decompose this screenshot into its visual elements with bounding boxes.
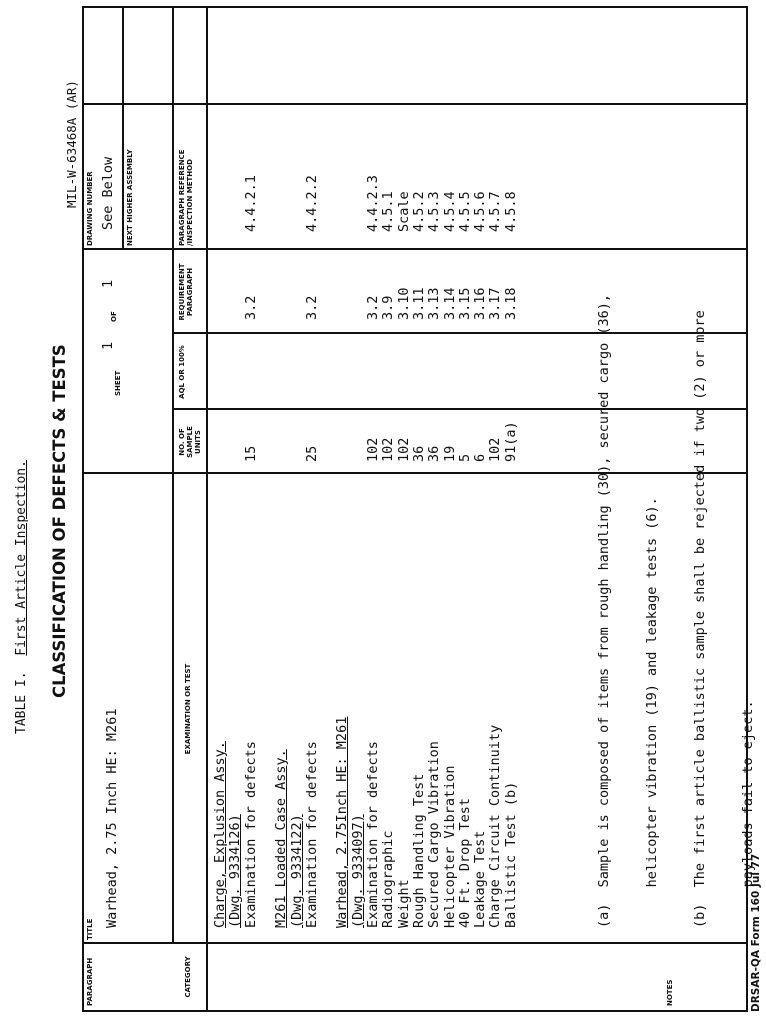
- exam-cell: (Dwg. 9334097): [349, 814, 366, 928]
- table-row: [273, 8, 288, 1010]
- exam-cell: Examination for defects: [365, 741, 381, 928]
- table-row: [472, 8, 487, 1010]
- reference-cell: 4.4.2.2: [303, 175, 320, 232]
- table-row: [411, 8, 426, 1010]
- reference-cell: 4.5.3: [426, 191, 443, 232]
- exam-cell: (Dwg. 9334126): [227, 814, 244, 928]
- units-cell: 102: [365, 437, 381, 462]
- units-header: NO. OF SAMPLE UNITS: [178, 426, 202, 458]
- exam-cell: (Dwg. 9334122): [288, 814, 305, 928]
- exam-cell: Rough Handling Test: [410, 773, 427, 928]
- units-cell: 19: [441, 445, 458, 462]
- exam-cell: Leakage Test: [472, 830, 489, 928]
- requirement-cell: 3.14: [441, 287, 458, 320]
- units-cell: 25: [303, 445, 320, 462]
- exam-cell: Helicopter Vibration: [441, 765, 458, 928]
- table-row: [289, 8, 304, 1010]
- units-cell: 5: [456, 453, 473, 462]
- spec-number: MIL-W-63468A (AR): [64, 80, 79, 208]
- table-row: [334, 8, 349, 1010]
- exam-cell: Ballistic Test (b): [502, 781, 519, 928]
- reference-cell: 4.5.8: [502, 191, 519, 232]
- requirement-cell: 3.10: [395, 287, 412, 320]
- table-row: [243, 8, 258, 1010]
- units-cell: 6: [472, 453, 489, 462]
- drawing-number-value: See Below: [100, 156, 116, 230]
- requirement-cell: 3.11: [410, 287, 427, 320]
- units-cell: 36: [410, 445, 427, 462]
- page-title: CLASSIFICATION OF DEFECTS & TESTS: [50, 344, 69, 698]
- table-row: [365, 8, 380, 1010]
- table-row: [319, 8, 334, 1010]
- table-row: [487, 8, 502, 1010]
- exam-cell: Examination for defects: [242, 741, 259, 928]
- exam-header: EXAMINATION OR TEST: [184, 663, 192, 755]
- table-row: [258, 8, 273, 1010]
- title-value: Warhead, 2.75 Inch HE: M261: [104, 708, 120, 928]
- exam-cell: Charge Circuit Continuity: [487, 724, 504, 928]
- reference-header: PARAGRAPH REFERENCE /INSPECTION METHOD: [178, 149, 194, 246]
- table-caption: TABLE I. First Article Inspection.: [14, 460, 29, 734]
- reference-cell: 4.5.1: [380, 191, 397, 232]
- exam-cell: Radiographic: [380, 830, 397, 928]
- units-cell: 36: [426, 445, 443, 462]
- requirement-cell: 3.17: [487, 287, 504, 320]
- exam-cell: Examination for defects: [303, 741, 320, 928]
- notes-label: NOTES: [666, 979, 674, 1006]
- reference-cell: 4.5.5: [456, 191, 473, 232]
- form-footer: DRSAR-QA Form 160 Jul 77: [750, 853, 762, 1012]
- note-line-b2: payloads fail to eject.: [740, 700, 756, 928]
- table-row: [380, 8, 395, 1010]
- reference-cell: 4.5.7: [487, 191, 504, 232]
- exam-cell: Warhead, 2.75Inch HE: M261: [334, 716, 351, 928]
- requirement-cell: 3.2: [242, 295, 259, 320]
- sheet-total: 1: [100, 279, 116, 288]
- reference-cell: Scale: [395, 191, 412, 232]
- note-line-b1: (b) The first article ballistic sample shall be rejected if two (2) or more: [692, 310, 708, 928]
- requirement-cell: 3.2: [365, 295, 381, 320]
- units-cell: 102: [487, 437, 504, 462]
- table-row: [457, 8, 472, 1010]
- aql-header: AQL OR 100%: [178, 345, 186, 399]
- table-row: [227, 8, 242, 1010]
- units-cell: 15: [242, 445, 259, 462]
- units-cell: 102: [395, 437, 412, 462]
- exam-cell: 40 Ft. Drop Test: [456, 797, 473, 928]
- requirement-cell: 3.2: [303, 295, 320, 320]
- units-cell: 91(a): [502, 421, 519, 462]
- exam-cell: Secured Cargo Vibration: [426, 741, 443, 928]
- sheet-number: 1: [100, 341, 116, 350]
- next-higher-assembly-label: NEXT HIGHER ASSEMBLY: [126, 149, 134, 246]
- drawing-number-label: DRAWING NUMBER: [86, 171, 94, 246]
- exam-cell: M261 Loaded Case Assy.: [273, 749, 290, 928]
- requirement-cell: 3.13: [426, 287, 443, 320]
- requirement-cell: 3.16: [472, 287, 489, 320]
- table-row: [426, 8, 441, 1010]
- table-row: [396, 8, 411, 1010]
- reference-cell: 4.4.2.3: [365, 175, 381, 232]
- exam-cell: Charge, Explusion Assy.: [212, 741, 228, 928]
- table-row: [212, 8, 227, 1010]
- table-row: [350, 8, 365, 1010]
- note-line-a2: helicopter vibration (19) and leakage tests (6).: [644, 497, 660, 928]
- note-line-a1: (a) Sample is composed of items from rough handling (30), secured cargo (36),: [596, 294, 612, 928]
- exam-cell: Weight: [395, 879, 412, 928]
- requirement-header: REQUIREMENT PARAGRAPH: [178, 263, 194, 321]
- reference-cell: 4.5.4: [441, 191, 458, 232]
- of-label: OF: [110, 311, 118, 322]
- reference-cell: 4.5.2: [410, 191, 427, 232]
- units-cell: 102: [380, 437, 397, 462]
- requirement-cell: 3.15: [456, 287, 473, 320]
- reference-cell: 4.4.2.1: [242, 175, 259, 232]
- requirement-cell: 3.9: [380, 295, 397, 320]
- notes-block: [564, 294, 766, 928]
- category-header: CATEGORY: [184, 956, 192, 998]
- paragraph-label: PARAGRAPH: [86, 957, 94, 1006]
- sheet-label: SHEET: [114, 370, 122, 396]
- reference-cell: 4.5.6: [472, 191, 489, 232]
- table-row: [304, 8, 319, 1010]
- table-row: [442, 8, 457, 1010]
- title-label: TITLE: [86, 918, 94, 940]
- requirement-cell: 3.18: [502, 287, 519, 320]
- table-row: [503, 8, 518, 1010]
